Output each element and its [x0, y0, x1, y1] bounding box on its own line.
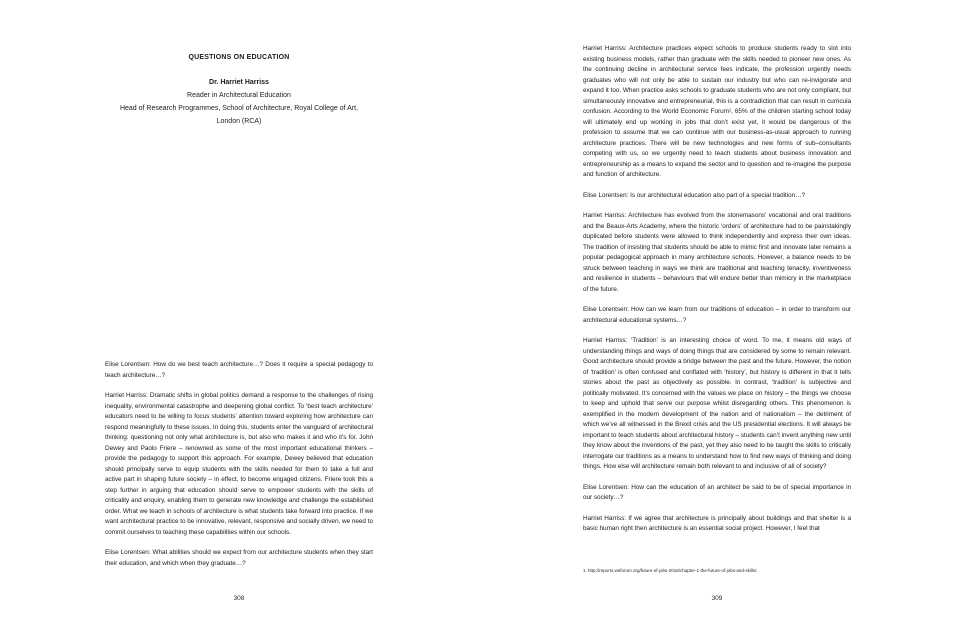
- author-affiliation: Head of Research Programmes, School of Architecture, Royal College of Art,: [119, 105, 359, 112]
- interview-question: Elise Lorentsen: How do we best teach architecture…? Does it require a special pedagogy to teach architecture…?: [105, 361, 373, 379]
- author-role: Reader in Architectural Education: [187, 92, 291, 99]
- interview-question: Elise Lorentsen: What abilities should we expect from our architecture students when they start their education, and which when they graduate…?: [105, 549, 373, 567]
- interview-answer: Harriet Harriss: ‘Tradition’ is an interesting choice of word. To me, it means old ways of understanding things and ways of doing things that are considered by some to remain relevant. Good architecture should provide a bridge between the past and the future. However, the notion of ‘tradition’ is often confused and conflated with ‘history’, but history is different in that it tells stories about the past as objectively as possible. In contrast, ‘tradition’ is subjective and politically motivated. It’s concerned with the values we place on history – the things we choose to keep and uphold that serve our purpose whilst disregarding others. This phenomenon is exemplified in the modern development of the nation and of nationalism – the detriment of which we’ve all witnessed in the Brexit crisis and the US presidential elections. It will always be important to teach students about architectural history – students can’t invent anything new until they know about the inventions of the past, yet they also need to be taught the skills to critically interrogate our traditions as a means to understand how to find new ways of thinking and doing things. How else will architecture remain both relevant to and inclusive of all of society?: [583, 337, 851, 470]
- interview-question: Elise Lorentsen: How can we learn from our traditions of education – in order to transform our architectural educational systems…?: [583, 306, 851, 324]
- right-page: [583, 0, 851, 637]
- interview-question: Elise Lorentsen: Is our architectural education also part of a special tradition…?: [583, 191, 806, 199]
- author-location: London (RCA): [216, 118, 262, 125]
- interview-answer: Harriet Harriss: If we agree that architecture is principally about buildings and that shelter is a basic human right then architecture is an essential social project. However, I feel that: [583, 514, 851, 532]
- right-page-body: [583, 44, 851, 535]
- page-number-left: 308: [233, 595, 245, 602]
- left-page-body: [105, 360, 373, 569]
- page-number-right: 309: [711, 595, 723, 602]
- chapter-header: [105, 54, 373, 128]
- chapter-title: QUESTIONS ON EDUCATION: [188, 54, 290, 61]
- interview-answer: Harriet Harriss: Dramatic shifts in global politics demand a response to the challenges of rising inequality, environmental catastrophe and deepening global conflict. To ‘best teach architecture’ educators need to be willing to focus students’ attention toward exploring how architecture can respond meaningfully to these issues. In doing this, students enter the vanguard of architectural thinking: questioning not only what architecture is, but also who makes it and who it’s for. John Dewey and Paolo Friere – renowned as some of the most important educational thinkers – provide the pedagogy to support this approach. For example, Dewey believed that education should principally serve to equip students with the skills needed for them to take a full and active part in shaping future society – in effect, to become engaged citizens. Friere took this a step further in arguing that education should serve to empower students with the skills of criticality and enquiry, enabling them to generate new knowledge and challenge the established order. What we teach in schools of architecture is what students take forward into practice. If we want architectural practice to be innovative, relevant, responsive and socially driven, we need to commit ourselves to teaching these capabilities within our schools.: [105, 392, 373, 536]
- interview-answer: Harriet Harriss: Architecture practices expect schools to produce students ready to slot into existing business models, rather than graduate with the skills needed to pioneer new ones. As the continuing decline in architectural service fees indicate, the profession urgently needs graduates who will not only be able to sustain our industry but who can re-invigorate and expand it too. When practice asks schools to graduate students who are not only compliant, but simultaneously innovative and entrepreneurial, this is a contradiction that can result in curricula confusion. According to the World Economic Forum¹, 65% of the children starting school today will ultimately end up working in jobs that don’t exist yet, it would be dangerous of the profession to assume that we can continue with our business-as-usual approach to running architecture practices. There will be new technologies and new forms of sub–consultants competing with us, so we urgently need to teach students about business innovation and entrepreneurship as a means to expand the sector and to question and re-imagine the purpose and function of architecture.: [583, 45, 851, 178]
- left-page: [105, 0, 373, 637]
- interview-answer: Harriet Harriss: Architecture has evolved from the stonemasons’ vocational and oral traditions and the Beaux-Arts Academy, where the historic ‘orders’ of architecture had to be painstakingly duplicated before students were allowed to think independently and express their own ideas. The tradition of insisting that students should be able to mimic first and innovate later remains a popular pedagogical approach in many architecture schools. However, a balance needs to be struck between teaching in ways we think are traditional and teaching tenacity, inventiveness and resilience in students – behaviours that will endure better than mimicry in the marketplace of the future.: [583, 212, 851, 293]
- interview-question: Elise Lorentsen: How can the education of an architect be said to be of special importance in our society…?: [583, 483, 851, 501]
- author-name: Dr. Harriet Harriss: [209, 79, 269, 86]
- footnote: 1. http://reports.weforum.org/future-of-jobs-2016/chapter-1-the-future-of-jobs-and-skills/.: [583, 568, 758, 573]
